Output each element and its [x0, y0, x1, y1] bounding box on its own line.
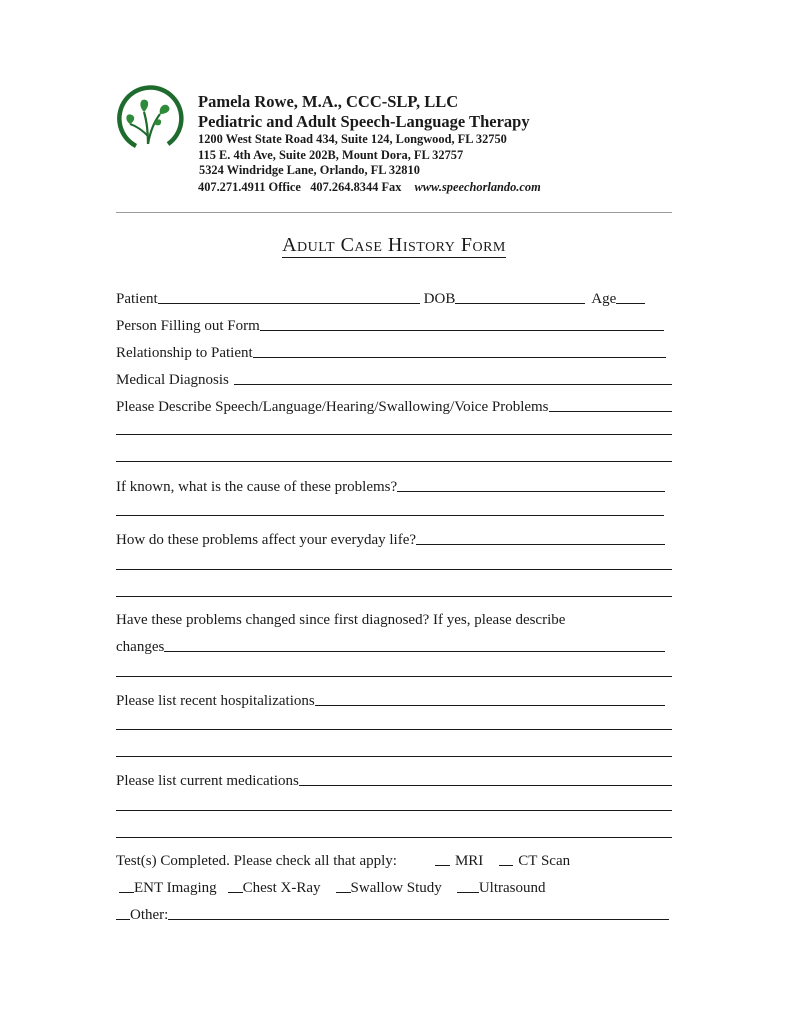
medications-line-3[interactable] — [116, 837, 672, 838]
patient-field[interactable] — [158, 303, 420, 304]
tests-label: Test(s) Completed. Please check all that apply: — [116, 853, 397, 869]
ct-label: CT Scan — [518, 853, 571, 869]
practice-specialty: Pediatric and Adult Speech-Language Therapy — [198, 112, 530, 131]
mri-checkbox[interactable] — [435, 865, 450, 866]
medications-line-2[interactable] — [116, 810, 672, 811]
describe-line-3[interactable] — [116, 461, 672, 462]
tests-row — [116, 846, 672, 870]
ent-checkbox[interactable] — [119, 892, 134, 893]
patient-label: Patient — [116, 291, 158, 307]
letterhead — [114, 84, 674, 202]
medications-label: Please list current medications — [116, 773, 299, 789]
affect-field[interactable] — [416, 544, 665, 545]
ct-option[interactable] — [499, 853, 570, 870]
website-link[interactable]: www.speechorlando.com — [414, 179, 541, 194]
cause-line-2[interactable] — [116, 515, 664, 516]
changes-label: changes — [116, 639, 165, 655]
xray-option[interactable] — [228, 880, 321, 897]
hospitalizations-field[interactable] — [315, 705, 665, 706]
person-filling-field[interactable] — [260, 330, 664, 331]
changes-field[interactable] — [164, 651, 665, 652]
ent-option[interactable] — [119, 880, 217, 897]
address-mount-dora: 115 E. 4th Ave, Suite 202B, Mount Dora, FL 32757 — [198, 147, 464, 162]
hospitalizations-row — [116, 686, 665, 710]
diagnosis-row — [116, 365, 672, 389]
changes-line-2[interactable] — [116, 676, 672, 677]
cause-label: If known, what is the cause of these problems? — [116, 479, 398, 495]
fax-number: 407.264.8344 Fax — [310, 179, 402, 194]
contact-line — [198, 179, 541, 195]
practice-info — [198, 92, 541, 195]
diagnosis-field[interactable] — [234, 384, 672, 385]
person-filling-label: Person Filling out Form — [116, 318, 260, 334]
changes-row — [116, 632, 665, 656]
changed-row — [116, 605, 672, 629]
other-checkbox[interactable] — [116, 919, 130, 920]
cause-row — [116, 472, 665, 496]
affect-row — [116, 525, 665, 549]
address-orlando: 5324 Windridge Lane, Orlando, FL 32810 — [199, 163, 420, 177]
form-title: Adult Case History Form — [282, 234, 506, 256]
ultrasound-label: Ultrasound — [478, 880, 546, 896]
age-field[interactable] — [616, 303, 645, 304]
hospitalizations-label: Please list recent hospitalizations — [116, 693, 315, 709]
swallow-option[interactable] — [336, 880, 442, 897]
address-longwood: 1200 West State Road 434, Suite 124, Longwood, FL 32750 — [198, 132, 507, 146]
xray-checkbox[interactable] — [228, 892, 243, 893]
tests-row-2 — [116, 873, 672, 897]
xray-label: Chest X-Ray — [242, 880, 321, 896]
ultrasound-checkbox[interactable] — [457, 892, 479, 893]
practice-logo — [114, 84, 184, 154]
other-label: Other: — [130, 907, 169, 923]
swallow-checkbox[interactable] — [336, 892, 351, 893]
describe-label: Please Describe Speech/Language/Hearing/Swallowing/Voice Problems — [116, 399, 549, 415]
changed-label: Have these problems changed since first diagnosed? If yes, please describe — [116, 612, 566, 628]
swallow-label: Swallow Study — [350, 880, 442, 896]
patient-row — [116, 284, 672, 308]
affect-label: How do these problems affect your everyday life? — [116, 532, 417, 548]
relationship-label: Relationship to Patient — [116, 345, 253, 361]
practice-name: Pamela Rowe, M.A., CCC-SLP, LLC — [198, 92, 459, 111]
header-divider — [116, 212, 672, 213]
other-row — [116, 900, 669, 924]
medications-field[interactable] — [299, 785, 672, 786]
describe-row — [116, 392, 672, 416]
describe-line-2[interactable] — [116, 434, 672, 435]
dob-label: DOB — [423, 291, 456, 307]
relationship-field[interactable] — [253, 357, 666, 358]
affect-line-3[interactable] — [116, 596, 672, 597]
medications-row — [116, 766, 672, 790]
mri-option[interactable] — [435, 853, 483, 870]
other-field[interactable] — [168, 919, 669, 920]
person-filling-row — [116, 311, 664, 335]
dob-field[interactable] — [455, 303, 585, 304]
age-label: Age — [591, 291, 617, 307]
ent-label: ENT Imaging — [134, 880, 217, 896]
ct-checkbox[interactable] — [499, 865, 513, 866]
diagnosis-label: Medical Diagnosis — [116, 372, 229, 388]
ultrasound-option[interactable] — [457, 880, 546, 897]
describe-field[interactable] — [549, 411, 672, 412]
cause-field[interactable] — [397, 491, 665, 492]
mri-label: MRI — [454, 853, 484, 869]
hospitalizations-line-3[interactable] — [116, 756, 672, 757]
hospitalizations-line-2[interactable] — [116, 729, 672, 730]
office-phone: 407.271.4911 Office — [198, 179, 301, 194]
affect-line-2[interactable] — [116, 569, 672, 570]
relationship-row — [116, 338, 666, 362]
